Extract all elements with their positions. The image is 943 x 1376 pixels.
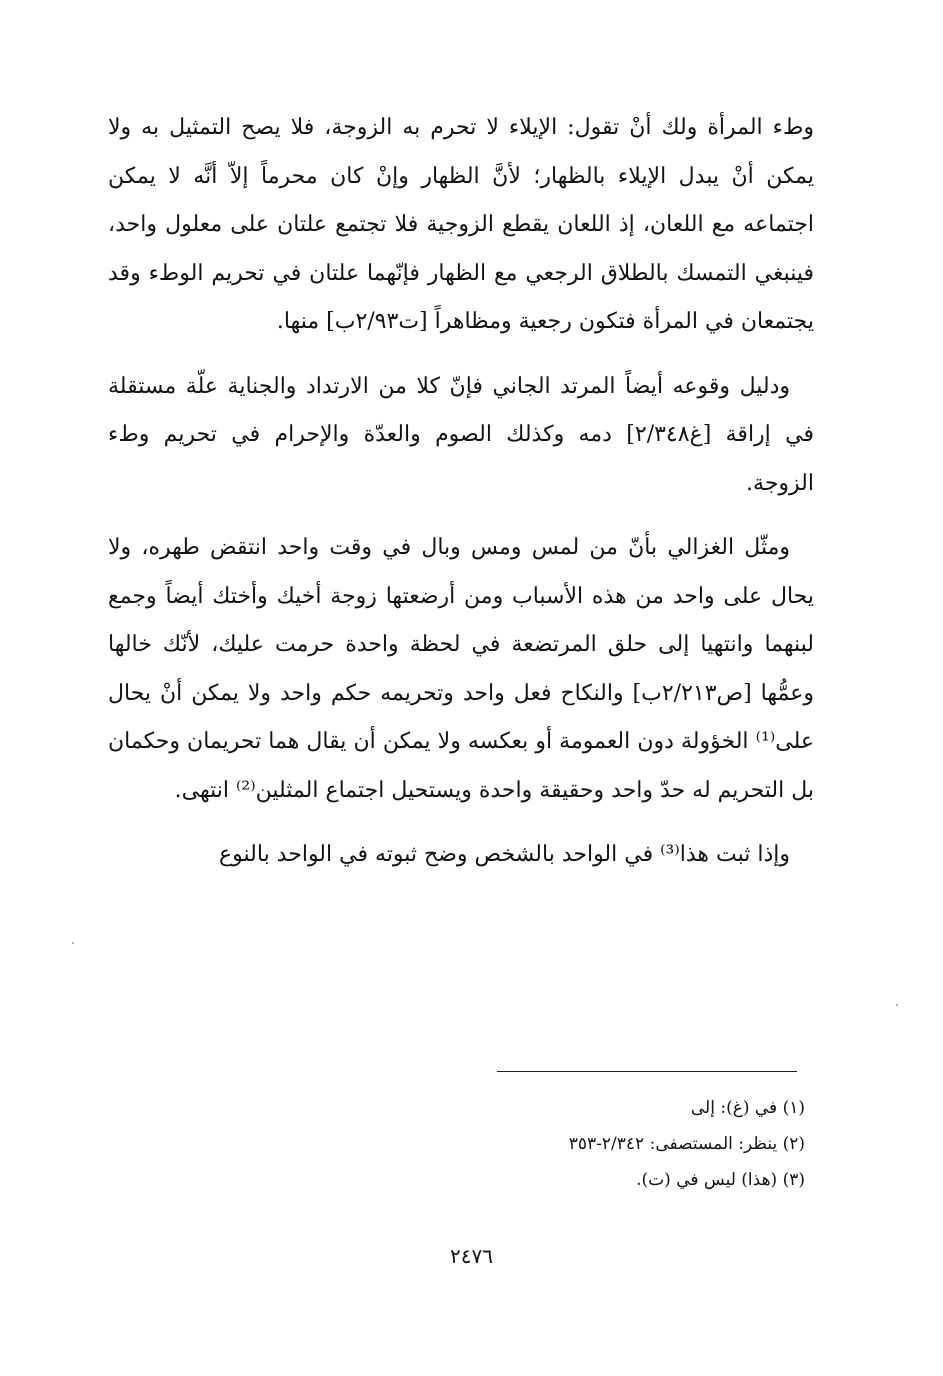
footnote-separator <box>497 1071 797 1072</box>
scan-speck <box>72 942 74 944</box>
footnote-2: (٢) ينظر: المستصفى: ٢/٣٤٢-٣٥٣ <box>568 1134 805 1154</box>
paragraph-4: وإذا ثبت هذا⁽³⁾ في الواحد بالشخص وضح ثبوته في الواحد بالنوع <box>219 842 790 867</box>
page-number: ٢٤٧٦ <box>450 1244 493 1268</box>
scan-speck <box>896 1004 898 1006</box>
paragraph-2: ودليل وقوعه أيضاً المرتد الجاني فإنّ كلا من الارتداد والجناية علّة مستقلة في إراقة [غ٢/٣٤٨] دمه وكذلك الصوم والعدّة والإحرام في تحريم وطء الزوجة. <box>108 373 815 496</box>
paragraph-3: ومثّل الغزالي بأنّ من لمس ومس وبال في وقت واحد انتقض طهره، ولا يحال على واحد من هذه الأسباب ومن أرضعتها زوجة أخيك وأختك أيضاً وجمع لبنهما وانتهيا إلى حلق المرتضعة في لحظة واحدة حرمت عليك، لأنّك خالها وعمُّها [ص٢/٢١٣ب] والنكاح فعل واحد وتحريمه حكم واحد ولا يمكن أنْ يحال على⁽¹⁾ الخؤولة دون العمومة أو بعكسه ولا يمكن أن يقال هما تحريمان وحكمان بل التحريم له حدّ واحد وحقيقة واحدة ويستحيل اجتماع المثلين⁽²⁾ انتهى. <box>108 535 814 803</box>
footnote-1: (١) في (غ): إلى <box>690 1098 805 1118</box>
main-text <box>108 104 814 896</box>
paragraph-1: وطء المرأة ولك أنْ تقول: الإيلاء لا تحرم به الزوجة، فلا يصح التمثيل به ولا يمكن أنْ يبدل الإيلاء بالظهار؛ لأنَّ الظهار وإنْ كان محرماً إلاّ أنَّه لا يمكن اجتماعه مع اللعان، إذ اللعان يقطع الزوجية فلا تجتمع علتان على معلول واحد، فينبغي التمسك بالطلاق الرجعي مع الظهار فإنّهما علتان في تحريم الوطء وقد يجتمعان في المرأة فتكون رجعية ومظاهراً [ت٢/٩٣ب] منها. <box>108 115 814 334</box>
footnote-3: (٣) (هذا) ليس في (ت). <box>636 1170 805 1190</box>
footnotes <box>300 1090 805 1198</box>
